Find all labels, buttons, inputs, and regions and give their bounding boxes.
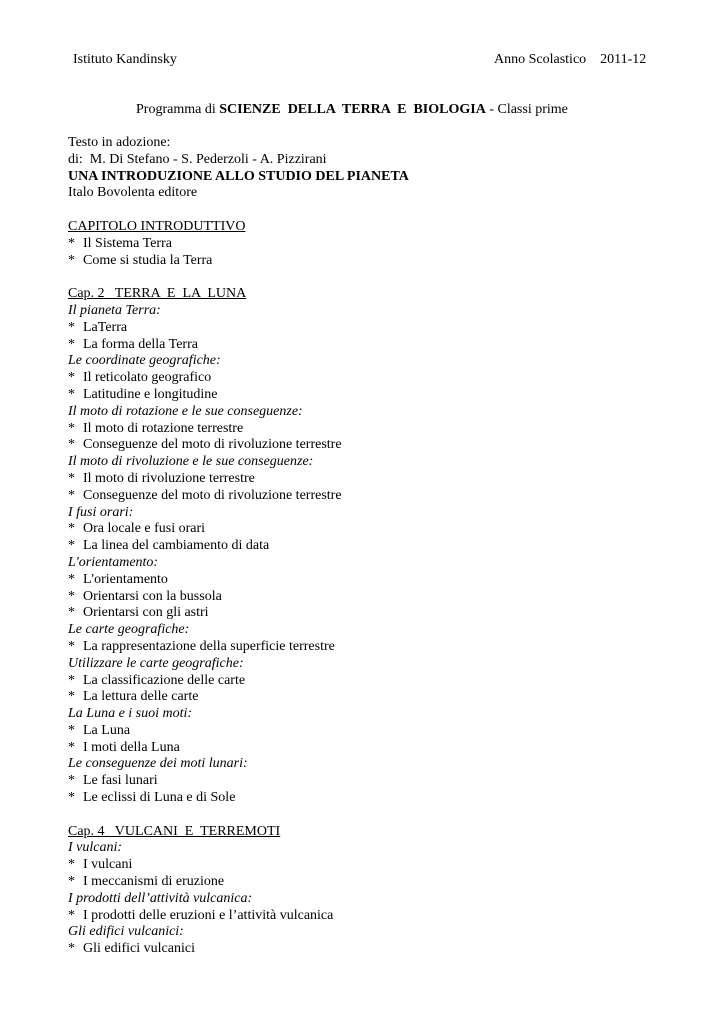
bullet-asterisk: * [68,638,75,654]
list-item-text: Gli edifici vulcanici [83,941,195,957]
section-subtitle: L'orientamento: [68,554,159,570]
school-year [494,51,646,69]
bullet-asterisk: * [68,386,75,402]
bullet-asterisk: * [68,538,75,554]
section-subtitle: Gli edifici vulcanici: [68,924,184,940]
list-item [68,337,688,354]
list-item [68,572,688,589]
list-item-text: La rappresentazione della superficie terrestre [83,638,335,654]
list-item [68,673,688,690]
list-item [68,639,688,656]
list-item [68,773,688,790]
list-item [68,790,688,807]
list-item-text: Ora locale e fusi orari [83,521,206,537]
list-item [68,605,688,622]
list-item-text: Conseguenze del moto di rivoluzione terrestre [83,487,342,503]
textbook-label: Testo in adozione: [68,135,171,150]
list-item-text: LaTerra [83,319,128,335]
bullet-asterisk: * [68,588,75,604]
bullet-asterisk: * [68,907,75,923]
list-item [68,941,688,958]
spacer [68,269,688,286]
list-item-text: Le fasi lunari [83,773,158,789]
bullet-asterisk: * [68,605,75,621]
list-item-text: La linea del cambiamento di data [83,538,270,554]
list-item [68,538,688,555]
bullet-asterisk: * [68,571,75,587]
bullet-asterisk: * [68,773,75,789]
bullet-asterisk: * [68,370,75,386]
list-item-text: I meccanismi di eruzione [83,874,225,890]
list-item [68,857,688,874]
list-item-text: La classificazione delle carte [83,672,246,688]
list-item [68,488,688,505]
list-item-text: Orientarsi con la bussola [83,588,222,604]
list-item-text: Il Sistema Terra [83,235,172,251]
section-subtitle: Le coordinate geografiche: [68,353,221,369]
list-item [68,689,688,706]
bullet-asterisk: * [68,420,75,436]
bullet-asterisk: * [68,941,75,957]
school-name: Istituto Kandinsky [73,52,177,67]
bullet-asterisk: * [68,722,75,738]
bullet-asterisk: * [68,487,75,503]
section-subtitle: I prodotti dell’attività vulcanica: [68,890,253,906]
list-item [68,320,688,337]
list-item-text: Il moto di rotazione terrestre [83,420,244,436]
textbook-title: UNA INTRODUZIONE ALLO STUDIO DEL PIANETA [68,168,409,184]
bullet-asterisk: * [68,874,75,890]
bullet-asterisk: * [68,319,75,335]
section-subtitle: La Luna e i suoi moti: [68,706,193,722]
list-item [68,589,688,606]
bullet-asterisk: * [68,739,75,755]
list-item [68,723,688,740]
program-subject: SCIENZE DELLA TERRA E BIOLOGIA [219,102,486,117]
list-item-text: I vulcani [83,857,133,873]
program-content [68,135,688,958]
bullet-asterisk: * [68,521,75,537]
list-item-text: La lettura delle carte [83,689,199,705]
section-subtitle: Le carte geografiche: [68,622,190,638]
bullet-asterisk: * [68,252,75,268]
list-item-text: Le eclissi di Luna e di Sole [83,790,236,806]
list-item-text: La Luna [83,722,131,738]
textbook-publisher: Italo Bovolenta editore [68,185,198,201]
section-subtitle: Il pianeta Terra: [68,302,161,318]
list-item [68,437,688,454]
program-title [136,101,568,119]
section-subtitle: I fusi orari: [68,504,134,520]
chapters-list [68,202,688,958]
list-item [68,471,688,488]
list-item-text: L'orientamento [83,571,168,587]
list-item-text: Il moto di rivoluzione terrestre [83,470,255,486]
list-item-text: Il reticolato geografico [83,370,212,386]
list-item-text: Come si studia la Terra [83,252,213,268]
list-item [68,874,688,891]
program-prefix: Programma di [136,102,220,117]
chapter-heading: Cap. 2 TERRA E LA LUNA [68,286,247,302]
textbook-authors: di: M. Di Stefano - S. Pederzoli - A. Pizzirani [68,151,327,167]
section-subtitle: Il moto di rotazione e le sue conseguenze: [68,403,303,419]
spacer [68,807,688,824]
list-item [68,370,688,387]
list-item-text: I moti della Luna [83,739,180,755]
list-item [68,421,688,438]
bullet-asterisk: * [68,689,75,705]
list-item-text: Conseguenze del moto di rivoluzione terrestre [83,437,342,453]
list-item [68,521,688,538]
bullet-asterisk: * [68,470,75,486]
list-item [68,908,688,925]
year-value: 2011-12 [600,52,647,67]
bullet-asterisk: * [68,336,75,352]
program-suffix: - Classi prime [485,102,568,117]
bullet-asterisk: * [68,857,75,873]
list-item-text: I prodotti delle eruzioni e l’attività vulcanica [83,907,334,923]
bullet-asterisk: * [68,790,75,806]
section-subtitle: Utilizzare le carte geografiche: [68,655,244,671]
list-item [68,387,688,404]
section-subtitle: I vulcani: [68,840,123,856]
chapter-heading: CAPITOLO INTRODUTTIVO [68,218,246,234]
bullet-asterisk: * [68,235,75,251]
section-subtitle: Le conseguenze dei moti lunari: [68,756,248,772]
list-item-text: Orientarsi con gli astri [83,605,209,621]
bullet-asterisk: * [68,672,75,688]
spacer [68,202,688,219]
bullet-asterisk: * [68,437,75,453]
year-label: Anno Scolastico [494,52,587,67]
list-item [68,253,688,270]
list-item-text: Latitudine e longitudine [83,386,218,402]
list-item [68,740,688,757]
list-item [68,236,688,253]
chapter-heading: Cap. 4 VULCANI E TERREMOTI [68,823,281,839]
list-item-text: La forma della Terra [83,336,198,352]
section-subtitle: Il moto di rivoluzione e le sue conseguenze: [68,454,314,470]
